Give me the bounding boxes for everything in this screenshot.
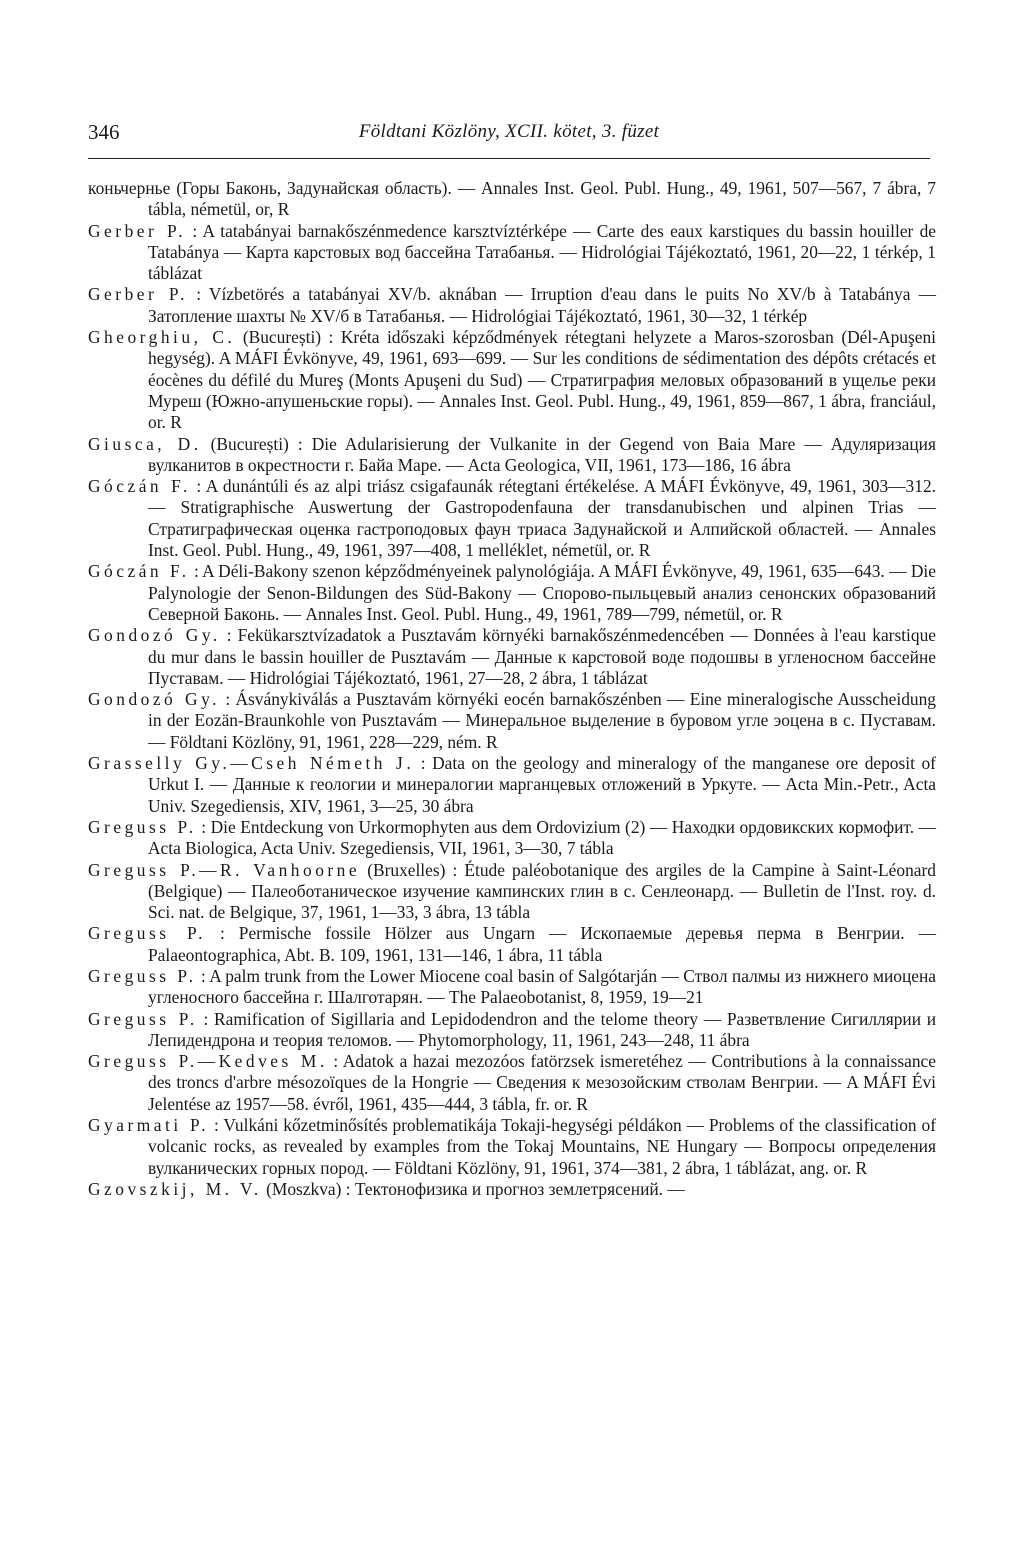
entry-author: Góczán F. bbox=[88, 476, 191, 497]
bibliography-entry bbox=[88, 923, 936, 966]
bibliography-entry bbox=[88, 860, 936, 924]
entry-author: Gerber P. bbox=[88, 220, 187, 241]
entry-text: (Moszkva) : Тектонофизика и прогноз землетрясений. — bbox=[266, 1178, 685, 1199]
entry-author: Greguss P.—R. Vanhoorne bbox=[88, 859, 361, 880]
entry-author: Gondozó Gy. bbox=[88, 625, 221, 646]
entry-author: Gyarmati P. bbox=[88, 1115, 210, 1136]
bibliography-entry bbox=[88, 689, 936, 753]
entry-text: : Fekükarsztvízadatok a Pusztavám környéki barnakőszénmedencében — Données à l'eau karstique du mur dans le bassin houiller de Pusztavám — Данные к карстовой воде подошвы в угленосном бассейне Пуставам. — Hidrológiai Tájékoztató, 1961, 27—28, 2 ábra, 1 táblázat bbox=[148, 625, 936, 688]
entry-text: : Ásványkiválás a Pusztavám környéki eocén barnakőszénben — Eine mineralogische Ausscheidung in der Eozän-Braunkohle von Pusztavám — Минеральное выделение в буровом угле эоцена в с. Пуставам. — Földtani Közlöny, 91, 1961, 228—229, ném. R bbox=[148, 689, 936, 752]
bibliography-entry bbox=[88, 561, 936, 625]
bibliography-entry bbox=[88, 221, 936, 285]
entry-text: : Vízbetörés a tatabányai XV/b. aknában — Irruption d'eau dans le puits No XV/b à Tatabánya — Затопление шахты № XV/б в Татабанья. — Hidrológiai Tájékoztató, 1961, 30—32, 1 térkép bbox=[148, 284, 937, 326]
entry-author: Góczán F. bbox=[88, 561, 190, 582]
bibliography-entry bbox=[88, 178, 936, 221]
entry-text: : Permische fossile Hölzer aus Ungarn — Ископаемые деревья перма в Венгрии. — Palaeontographica, Abt. B. 109, 1961, 131—146, 1 ábra, 11 tábla bbox=[148, 923, 936, 965]
entry-author: Grasselly Gy.—Cseh Németh J. bbox=[88, 753, 415, 774]
page-number: 346 bbox=[88, 120, 120, 144]
entry-text: : Vulkáni kőzetminősítés problematikája Tokaji-hegységi példákon — Problems of the classification of volcanic rocks, as revealed by examples from the Tokaj Mountains, NE Hungary — Вопросы определения вулканических горных пород. — Földtani Közlöny, 91, 1961, 374—381, 2 ábra, 1 táblázat, ang. or. R bbox=[148, 1115, 936, 1178]
entry-text: : Adatok a hazai mezozóos fatörzsek ismeretéhez — Contributions à la connaissance des troncs d'arbre mésozoïques de la Hongrie — Сведения к мезозойским стволам Венгрии. — A MÁFI Évi Jelentése az 1957—58. évről, 1961, 435—444, 3 tábla, fr. or. R bbox=[148, 1051, 936, 1114]
entry-text: : Die Entdeckung von Urkormophyten aus dem Ordovizium (2) — Находки ордовикских кормофит. — Acta Biologica, Acta Univ. Szegediensis, VII, 1961, 3—30, 7 tábla bbox=[148, 816, 936, 859]
entry-author: Greguss P. bbox=[88, 923, 207, 944]
page-header bbox=[88, 118, 930, 159]
entry-text: : A Déli-Bakony szenon képződményeinek palynológiája. A MÁFI Évkönyve, 49, 1961, 635—643. — Die Palynologie der Senon-Bildungen des Süd-Bakony — Спорово-пыльцевый анализ сенонских образований Северной Баконь. — Annales Inst. Geol. Publ. Hung., 49, 1961, 789—799, németül, or. R bbox=[148, 561, 936, 624]
bibliography-list bbox=[88, 178, 936, 1200]
entry-text: : A tatabányai barnakőszénmedence karsztvíztérképe — Carte des eaux karstiques du bassin houiller de Tatabánya — Карта карстовых вод бассейна Татабанья. — Hidrológiai Tájékoztató, 1961, 20—22, 1 térkép, 1 táblázat bbox=[148, 220, 936, 284]
bibliography-entry bbox=[88, 476, 936, 561]
bibliography-entry bbox=[88, 434, 936, 477]
bibliography-entry bbox=[88, 817, 936, 860]
bibliography-entry bbox=[88, 1051, 936, 1115]
entry-text: коньчернье (Горы Баконь, Задунайская область). — Annales Inst. Geol. Publ. Hung., 49, 1961, 507—567, 7 ábra, 7 tábla, németül, or, R bbox=[88, 178, 936, 220]
entry-author: Greguss P. bbox=[88, 816, 197, 837]
entry-text: (București) : Die Adularisierung der Vulkanite in der Gegend von Baia Mare — Адуляризация вулканитов в окрестности г. Байа Маре. — Acta Geologica, VII, 1961, 173—186, 16 ábra bbox=[148, 433, 936, 475]
entry-text: : Data on the geology and mineralogy of the manganese ore deposit of Urkut I. — Данные к геологии и минералогии марганцевых отложений в Уркуте. — Acta Min.-Petr., Acta Univ. Szegediensis, XIV, 1961, 3—25, 30 ábra bbox=[148, 753, 936, 816]
bibliography-entry bbox=[88, 1115, 936, 1179]
entry-author: Gerber P. bbox=[88, 284, 189, 305]
bibliography-entry bbox=[88, 1009, 936, 1052]
entry-text: (Bruxelles) : Étude paléobotanique des argiles de la Campine à Saint-Léonard (Belgique) — Палеоботаническое изучение кампинских глин в с. Сенлеонард. — Bulletin de l'Inst. roy. d. Sci. nat. de Belgique, 37, 1961, 1—33, 3 ábra, 13 tábla bbox=[148, 859, 936, 923]
entry-author: Gheorghiu, C. bbox=[88, 327, 236, 348]
bibliography-entry bbox=[88, 625, 936, 689]
entry-author: Gzovszkij, M. V. bbox=[88, 1178, 262, 1199]
bibliography-entry bbox=[88, 753, 936, 817]
entry-text: : A palm trunk from the Lower Miocene coal basin of Salgótarján — Ствол палмы из нижнего миоцена угленосного бассейна г. Шалготарян. — The Palaeobotanist, 8, 1959, 19—21 bbox=[148, 965, 936, 1008]
bibliography-entry bbox=[88, 284, 936, 327]
running-title: Földtani Közlöny, XCII. kötet, 3. füzet bbox=[358, 121, 660, 142]
bibliography-entry bbox=[88, 327, 936, 433]
entry-author: Greguss P. bbox=[88, 1008, 198, 1029]
entry-author: Greguss P. bbox=[88, 965, 197, 986]
bibliography-entry bbox=[88, 966, 936, 1009]
bibliography-entry bbox=[88, 1179, 936, 1200]
entry-text: : Ramification of Sigillaria and Lepidodendron and the telome theory — Разветвление Сигиллярии и Лепидендрона и теория теломов. — Phytomorphology, 11, 1961, 243—248, 11 ábra bbox=[148, 1008, 937, 1050]
entry-text: : A dunántúli és az alpi triász csigafaunák rétegtani értékelése. A MÁFI Évkönyve, 49, 1961, 303—312. — Stratigraphische Auswertung der Gastropodenfauna der transdanubischen und alpinen Trias — Стратиграфическая оценка гастроподовых фаун триаса Задунайской и Алпийской областей. — Annales Inst. Geol. Publ. Hung., 49, 1961, 397—408, 1 melléklet, németül, or. R bbox=[148, 476, 936, 561]
entry-author: Greguss P.—Kedves M. bbox=[88, 1051, 328, 1072]
entry-author: Giusca, D. bbox=[88, 433, 202, 454]
entry-author: Gondozó Gy. bbox=[88, 689, 221, 710]
entry-text: (București) : Kréta időszaki képződmények rétegtani helyzete a Maros-szorosban (Dél-Apuşeni hegység). A MÁFI Évkönyve, 49, 1961, 693—699. — Sur les conditions de sédimentation des dépôts crétacés et éocènes du défilé du Mureş (Monts Apuşeni du Sud) — Стратиграфия меловых образований в ущелье реки Муреш (Южно-апушеньские горы). — Annales Inst. Geol. Publ. Hung., 49, 1961, 859—867, 1 ábra, franciául, or. R bbox=[148, 327, 936, 433]
